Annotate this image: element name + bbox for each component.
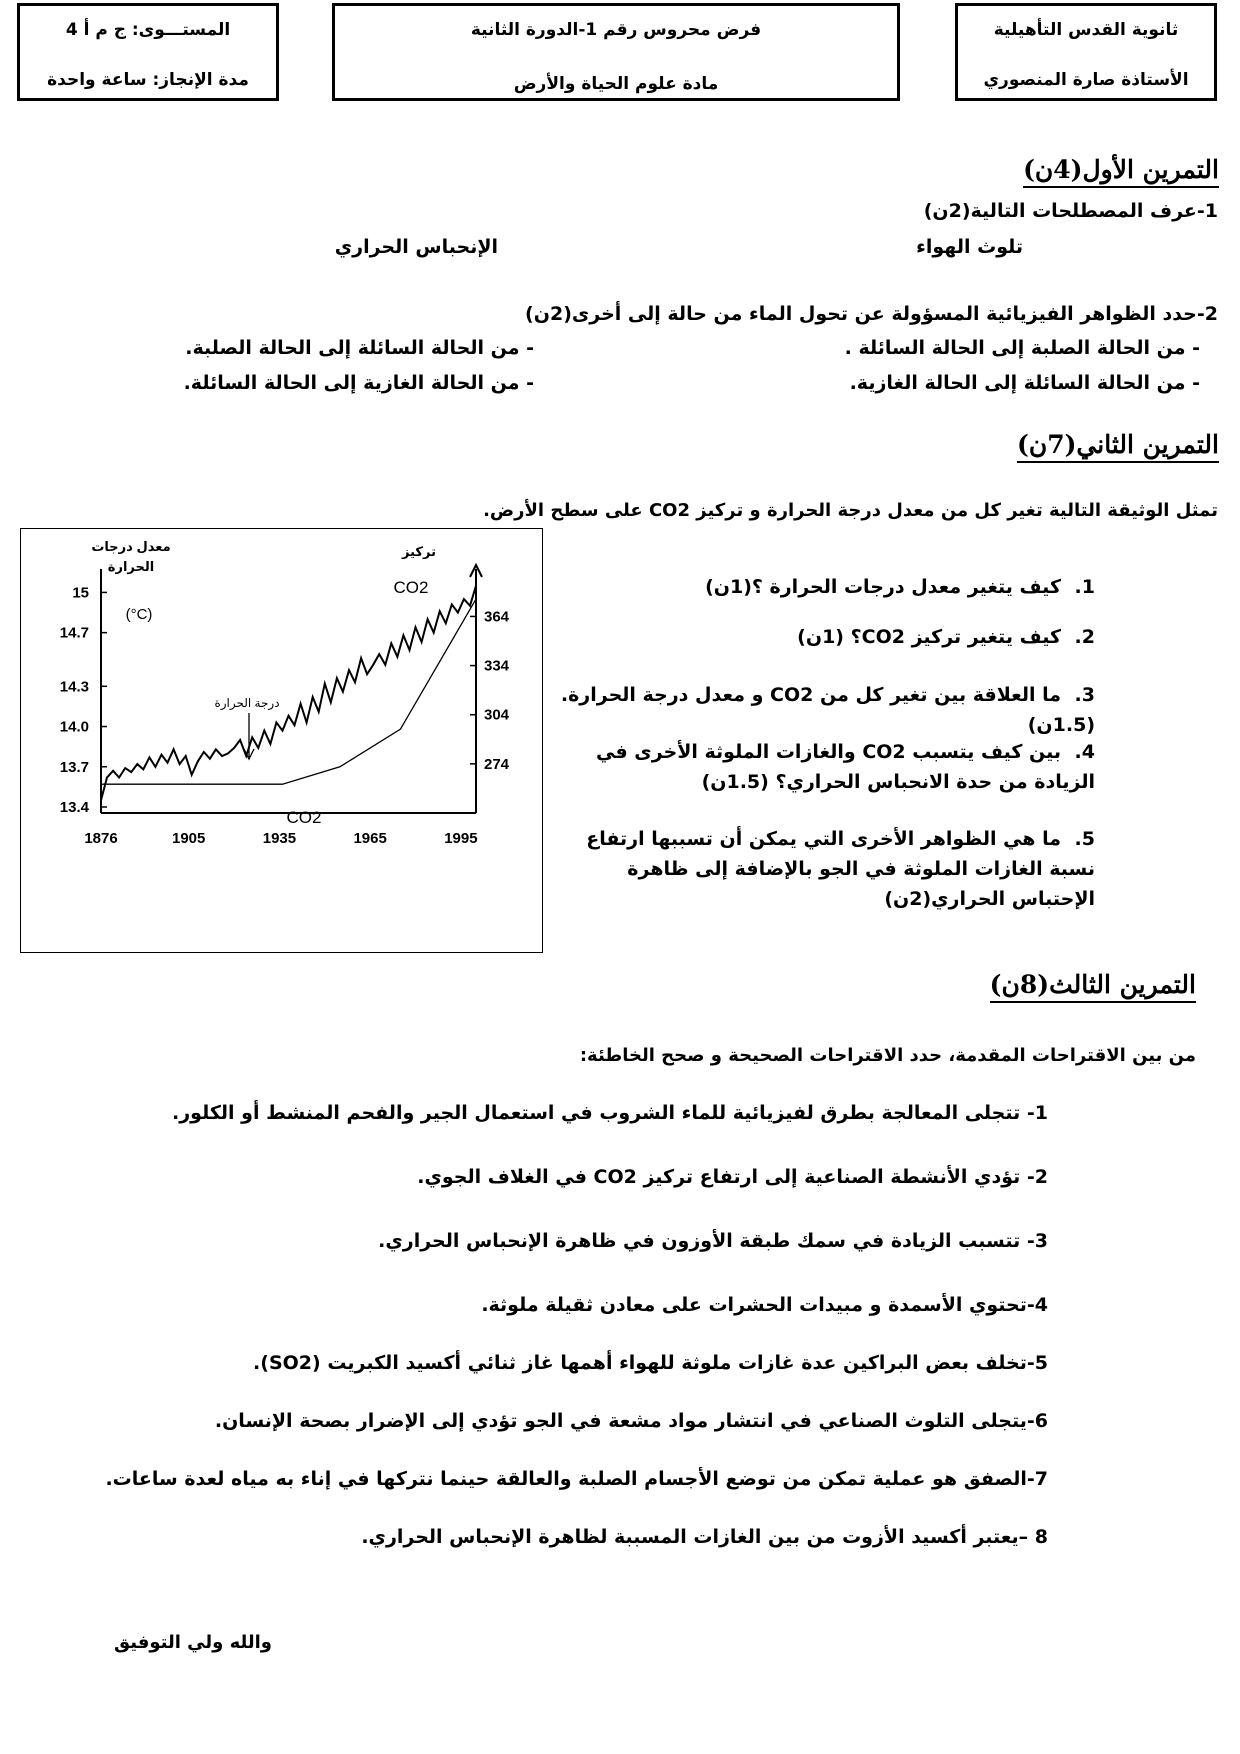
exam-box <box>332 3 900 101</box>
state-change-item: - من الحالة السائلة إلى الحالة الصلبة. <box>185 337 534 359</box>
subject-name: مادة علوم الحياة والأرض <box>513 74 719 94</box>
question-number: 5. <box>1074 828 1095 850</box>
state-change-item: - من الحالة السائلة إلى الحالة الغازية. <box>849 372 1200 394</box>
left-axis-label: الحرارة <box>107 559 155 574</box>
proposition-item: 7-الصفق هو عملية تمكن من توضع الأجسام الصلبة والعالقة حينما نتركها في إناء به مياه لعدة ساعات. <box>105 1468 1048 1490</box>
exercise2-intro: تمثل الوثيقة التالية تغير كل من معدل درجة الحرارة و تركيز CO2 على سطح الأرض. <box>483 500 1218 521</box>
question-item <box>555 824 1095 914</box>
x-tick-label: 1935 <box>262 830 297 847</box>
school-name: ثانوية القدس التأهيلية <box>993 20 1179 40</box>
right-axis-label: CO2 <box>393 578 429 597</box>
proposition-item: 2- تؤدي الأنشطة الصناعية إلى ارتفاع تركيز CO2 في الغلاف الجوي. <box>417 1166 1048 1188</box>
school-box <box>955 3 1217 101</box>
exercise1-q1: 1-عرف المصطلحات التالية(2ن) <box>923 200 1218 222</box>
question-text: كيف يتغير تركيز CO2؟ (1ن) <box>797 626 1061 648</box>
left-axis-label: معدل درجات <box>91 539 171 554</box>
term-air-pollution: تلوث الهواء <box>916 236 1023 258</box>
proposition-item: 5-تخلف بعض البراكين عدة غازات ملوثة للهواء أهمها غاز ثنائي أكسيد الكبريت (SO2). <box>253 1352 1048 1374</box>
question-item <box>535 572 1095 602</box>
level-box <box>17 3 279 101</box>
co2-series-line <box>101 599 476 784</box>
left-tick-label: 14.3 <box>59 678 89 696</box>
question-item <box>535 622 1095 652</box>
term-greenhouse: الإنحباس الحراري <box>334 236 498 258</box>
exercise2-title: التمرين الثاني(7ن) <box>1017 430 1219 463</box>
state-change-item: - من الحالة الغازية إلى الحالة السائلة. <box>183 372 534 394</box>
exercise1-title: التمرين الأول(4ن) <box>1023 155 1219 188</box>
left-axis-unit: (°C) <box>125 606 153 623</box>
right-tick-label: 334 <box>484 657 510 675</box>
chart-frame <box>20 528 543 953</box>
state-change-item: - من الحالة الصلبة إلى الحالة السائلة . <box>844 337 1200 359</box>
proposition-item: 3- تتسبب الزيادة في سمك طبقة الأوزون في ظاهرة الإنحباس الحراري. <box>378 1230 1048 1252</box>
proposition-item: 8 –يعتبر أكسيد الأزوت من بين الغازات المسببة لظاهرة الإنحباس الحراري. <box>361 1526 1048 1548</box>
duration-label: مدة الإنجاز: ساعة واحدة <box>47 70 249 90</box>
left-tick-label: 14.7 <box>59 624 89 642</box>
left-tick-label: 13.4 <box>59 799 89 816</box>
co2-curve-label: CO2 <box>286 808 322 827</box>
proposition-item: 4-تحتوي الأسمدة و مبيدات الحشرات على معادن ثقيلة ملوثة. <box>481 1294 1048 1316</box>
teacher-name: الأستاذة صارة المنصوري <box>983 70 1189 90</box>
left-tick-label: 15 <box>72 584 89 602</box>
level-label: المستـــوى: ج م أ 4 <box>65 20 231 40</box>
x-tick-label: 1905 <box>172 830 206 847</box>
closing-text: والله ولي التوفيق <box>114 1632 272 1653</box>
x-tick-label: 1995 <box>444 830 478 847</box>
exam-title: فرض محروس رقم 1-الدورة الثانية <box>470 20 762 40</box>
question-number: 3. <box>1074 684 1095 706</box>
right-tick-label: 304 <box>484 706 510 724</box>
left-tick-label: 13.7 <box>59 758 89 776</box>
right-axis-label: تركيز <box>402 544 436 559</box>
right-tick-label: 274 <box>484 755 510 773</box>
x-tick-label: 1876 <box>84 830 118 847</box>
question-number: 2. <box>1074 626 1095 648</box>
temperature-series-line <box>101 586 476 801</box>
proposition-item: 6-يتجلى التلوث الصناعي في انتشار مواد مشعة في الجو تؤدي إلى الإضرار بصحة الإنسان. <box>214 1410 1048 1432</box>
exercise3-intro: من بين الاقتراحات المقدمة، حدد الاقتراحات الصحيحة و صحح الخاطئة: <box>579 1045 1196 1066</box>
question-text: ما هي الظواهر الأخرى التي يمكن أن تسببها ارتفاع نسبة الغازات الملوثة في الجو بالإضافة إلى ظاهرة الإحتباس الحراري(2ن) <box>586 828 1095 910</box>
temperature-co2-chart <box>21 529 541 951</box>
question-number: 4. <box>1074 741 1095 763</box>
question-item <box>555 737 1095 797</box>
question-number: 1. <box>1074 576 1095 598</box>
proposition-item: 1- تتجلى المعالجة بطرق لفيزيائية للماء الشروب في استعمال الجير والفحم المنشط أو الكلور. <box>172 1102 1048 1124</box>
temperature-annotation: درجة الحرارة <box>214 696 280 710</box>
right-tick-label: 364 <box>484 608 510 626</box>
question-text: كيف يتغير معدل درجات الحرارة ؟(1ن) <box>705 576 1061 598</box>
left-tick-label: 14.0 <box>59 718 89 736</box>
x-tick-label: 1965 <box>353 830 387 847</box>
exercise1-q2: 2-حدد الظواهر الفيزيائية المسؤولة عن تحول الماء من حالة إلى أخرى(2ن) <box>525 303 1218 325</box>
exercise3-title: التمرين الثالث(8ن) <box>990 970 1196 1003</box>
question-item <box>535 680 1095 740</box>
question-text: ما العلاقة بين تغير كل من CO2 و معدل درجة الحرارة. (1.5ن) <box>560 684 1095 736</box>
question-text: بين كيف يتسبب CO2 والغازات الملوثة الأخرى في الزيادة من حدة الانحباس الحراري؟ (1.5ن) <box>596 741 1095 793</box>
